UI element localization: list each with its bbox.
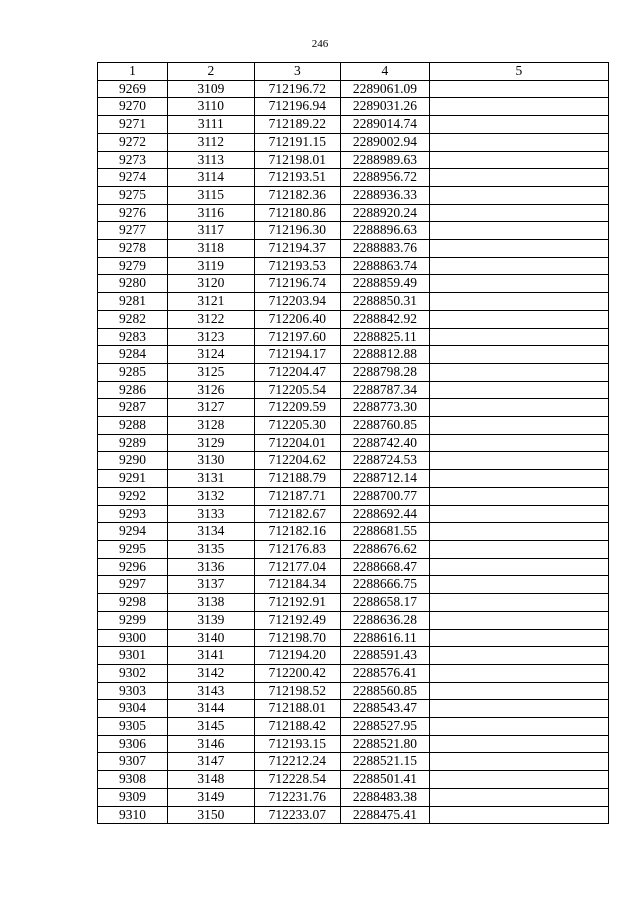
x-coordinate-cell: 712197.60 (254, 328, 341, 346)
point-number-cell: 3135 (168, 540, 255, 558)
point-number-cell: 3112 (168, 133, 255, 151)
column-header-1: 1 (98, 63, 168, 81)
x-coordinate-cell: 712196.74 (254, 275, 341, 293)
y-coordinate-cell: 2288956.72 (341, 169, 430, 187)
note-cell (429, 186, 608, 204)
table-row (98, 133, 609, 151)
table-row (98, 293, 609, 311)
x-coordinate-cell: 712176.83 (254, 540, 341, 558)
row-number-cell: 9290 (98, 452, 168, 470)
y-coordinate-cell: 2288798.28 (341, 363, 430, 381)
table-body (98, 80, 609, 824)
x-coordinate-cell: 712212.24 (254, 753, 341, 771)
row-number-cell: 9292 (98, 487, 168, 505)
y-coordinate-cell: 2288636.28 (341, 611, 430, 629)
point-number-cell: 3122 (168, 310, 255, 328)
table-row (98, 169, 609, 187)
note-cell (429, 806, 608, 824)
point-number-cell: 3150 (168, 806, 255, 824)
table-row (98, 328, 609, 346)
y-coordinate-cell: 2288475.41 (341, 806, 430, 824)
table-row (98, 204, 609, 222)
row-number-cell: 9296 (98, 558, 168, 576)
note-cell (429, 452, 608, 470)
row-number-cell: 9284 (98, 346, 168, 364)
x-coordinate-cell: 712180.86 (254, 204, 341, 222)
point-number-cell: 3111 (168, 116, 255, 134)
y-coordinate-cell: 2288773.30 (341, 399, 430, 417)
note-cell (429, 169, 608, 187)
row-number-cell: 9301 (98, 647, 168, 665)
point-number-cell: 3146 (168, 735, 255, 753)
point-number-cell: 3144 (168, 700, 255, 718)
row-number-cell: 9271 (98, 116, 168, 134)
table-row (98, 417, 609, 435)
table-header-row (98, 63, 609, 81)
note-cell (429, 558, 608, 576)
point-number-cell: 3113 (168, 151, 255, 169)
y-coordinate-cell: 2288501.41 (341, 771, 430, 789)
point-number-cell: 3131 (168, 470, 255, 488)
row-number-cell: 9306 (98, 735, 168, 753)
table-row (98, 434, 609, 452)
table-row (98, 275, 609, 293)
x-coordinate-cell: 712191.15 (254, 133, 341, 151)
x-coordinate-cell: 712194.17 (254, 346, 341, 364)
x-coordinate-cell: 712182.36 (254, 186, 341, 204)
note-cell (429, 417, 608, 435)
y-coordinate-cell: 2288527.95 (341, 718, 430, 736)
x-coordinate-cell: 712204.62 (254, 452, 341, 470)
y-coordinate-cell: 2288681.55 (341, 523, 430, 541)
y-coordinate-cell: 2289002.94 (341, 133, 430, 151)
table-row (98, 310, 609, 328)
y-coordinate-cell: 2288712.14 (341, 470, 430, 488)
y-coordinate-cell: 2288787.34 (341, 381, 430, 399)
note-cell (429, 116, 608, 134)
note-cell (429, 735, 608, 753)
note-cell (429, 470, 608, 488)
point-number-cell: 3142 (168, 664, 255, 682)
row-number-cell: 9280 (98, 275, 168, 293)
row-number-cell: 9289 (98, 434, 168, 452)
table-row (98, 186, 609, 204)
row-number-cell: 9308 (98, 771, 168, 789)
x-coordinate-cell: 712177.04 (254, 558, 341, 576)
x-coordinate-cell: 712198.52 (254, 682, 341, 700)
y-coordinate-cell: 2288560.85 (341, 682, 430, 700)
y-coordinate-cell: 2288692.44 (341, 505, 430, 523)
row-number-cell: 9303 (98, 682, 168, 700)
x-coordinate-cell: 712189.22 (254, 116, 341, 134)
point-number-cell: 3139 (168, 611, 255, 629)
point-number-cell: 3114 (168, 169, 255, 187)
point-number-cell: 3145 (168, 718, 255, 736)
table-row (98, 629, 609, 647)
x-coordinate-cell: 712205.30 (254, 417, 341, 435)
x-coordinate-cell: 712194.37 (254, 240, 341, 258)
x-coordinate-cell: 712198.01 (254, 151, 341, 169)
row-number-cell: 9274 (98, 169, 168, 187)
point-number-cell: 3132 (168, 487, 255, 505)
row-number-cell: 9299 (98, 611, 168, 629)
note-cell (429, 363, 608, 381)
x-coordinate-cell: 712200.42 (254, 664, 341, 682)
x-coordinate-cell: 712188.79 (254, 470, 341, 488)
point-number-cell: 3124 (168, 346, 255, 364)
x-coordinate-cell: 712206.40 (254, 310, 341, 328)
point-number-cell: 3115 (168, 186, 255, 204)
row-number-cell: 9309 (98, 788, 168, 806)
note-cell (429, 647, 608, 665)
x-coordinate-cell: 712188.42 (254, 718, 341, 736)
note-cell (429, 257, 608, 275)
x-coordinate-cell: 712196.72 (254, 80, 341, 98)
table-row (98, 151, 609, 169)
y-coordinate-cell: 2288896.63 (341, 222, 430, 240)
note-cell (429, 718, 608, 736)
y-coordinate-cell: 2288842.92 (341, 310, 430, 328)
note-cell (429, 133, 608, 151)
row-number-cell: 9304 (98, 700, 168, 718)
row-number-cell: 9302 (98, 664, 168, 682)
row-number-cell: 9276 (98, 204, 168, 222)
table-row (98, 240, 609, 258)
table-row (98, 222, 609, 240)
x-coordinate-cell: 712193.51 (254, 169, 341, 187)
table-row (98, 452, 609, 470)
column-header-2: 2 (168, 63, 255, 81)
point-number-cell: 3110 (168, 98, 255, 116)
note-cell (429, 700, 608, 718)
note-cell (429, 434, 608, 452)
point-number-cell: 3133 (168, 505, 255, 523)
note-cell (429, 80, 608, 98)
y-coordinate-cell: 2288521.15 (341, 753, 430, 771)
table-row (98, 487, 609, 505)
x-coordinate-cell: 712203.94 (254, 293, 341, 311)
note-cell (429, 275, 608, 293)
point-number-cell: 3140 (168, 629, 255, 647)
point-number-cell: 3123 (168, 328, 255, 346)
y-coordinate-cell: 2288576.41 (341, 664, 430, 682)
row-number-cell: 9291 (98, 470, 168, 488)
note-cell (429, 98, 608, 116)
x-coordinate-cell: 712204.01 (254, 434, 341, 452)
table-row (98, 80, 609, 98)
y-coordinate-cell: 2288989.63 (341, 151, 430, 169)
y-coordinate-cell: 2288700.77 (341, 487, 430, 505)
table-row (98, 576, 609, 594)
note-cell (429, 594, 608, 612)
note-cell (429, 682, 608, 700)
point-number-cell: 3138 (168, 594, 255, 612)
point-number-cell: 3137 (168, 576, 255, 594)
point-number-cell: 3118 (168, 240, 255, 258)
point-number-cell: 3127 (168, 399, 255, 417)
x-coordinate-cell: 712198.70 (254, 629, 341, 647)
note-cell (429, 328, 608, 346)
y-coordinate-cell: 2288936.33 (341, 186, 430, 204)
x-coordinate-cell: 712184.34 (254, 576, 341, 594)
point-number-cell: 3117 (168, 222, 255, 240)
row-number-cell: 9288 (98, 417, 168, 435)
point-number-cell: 3134 (168, 523, 255, 541)
note-cell (429, 576, 608, 594)
table-row (98, 381, 609, 399)
row-number-cell: 9270 (98, 98, 168, 116)
table-row (98, 682, 609, 700)
column-header-5: 5 (429, 63, 608, 81)
y-coordinate-cell: 2288658.17 (341, 594, 430, 612)
point-number-cell: 3126 (168, 381, 255, 399)
point-number-cell: 3125 (168, 363, 255, 381)
table-row (98, 116, 609, 134)
table-row (98, 771, 609, 789)
y-coordinate-cell: 2288825.11 (341, 328, 430, 346)
row-number-cell: 9281 (98, 293, 168, 311)
note-cell (429, 540, 608, 558)
row-number-cell: 9294 (98, 523, 168, 541)
table-row (98, 257, 609, 275)
row-number-cell: 9275 (98, 186, 168, 204)
row-number-cell: 9283 (98, 328, 168, 346)
x-coordinate-cell: 712182.16 (254, 523, 341, 541)
y-coordinate-cell: 2289014.74 (341, 116, 430, 134)
table-row (98, 611, 609, 629)
table-row (98, 470, 609, 488)
y-coordinate-cell: 2288812.88 (341, 346, 430, 364)
y-coordinate-cell: 2288724.53 (341, 452, 430, 470)
table-row (98, 735, 609, 753)
point-number-cell: 3149 (168, 788, 255, 806)
note-cell (429, 611, 608, 629)
x-coordinate-cell: 712182.67 (254, 505, 341, 523)
row-number-cell: 9295 (98, 540, 168, 558)
point-number-cell: 3130 (168, 452, 255, 470)
table-row (98, 664, 609, 682)
table-row (98, 523, 609, 541)
row-number-cell: 9278 (98, 240, 168, 258)
y-coordinate-cell: 2288483.38 (341, 788, 430, 806)
note-cell (429, 788, 608, 806)
row-number-cell: 9293 (98, 505, 168, 523)
note-cell (429, 310, 608, 328)
x-coordinate-cell: 712196.30 (254, 222, 341, 240)
note-cell (429, 629, 608, 647)
y-coordinate-cell: 2288742.40 (341, 434, 430, 452)
table-row (98, 594, 609, 612)
row-number-cell: 9286 (98, 381, 168, 399)
y-coordinate-cell: 2289031.26 (341, 98, 430, 116)
x-coordinate-cell: 712187.71 (254, 487, 341, 505)
table-row (98, 98, 609, 116)
note-cell (429, 240, 608, 258)
row-number-cell: 9298 (98, 594, 168, 612)
table-row (98, 346, 609, 364)
y-coordinate-cell: 2288543.47 (341, 700, 430, 718)
row-number-cell: 9279 (98, 257, 168, 275)
x-coordinate-cell: 712231.76 (254, 788, 341, 806)
point-number-cell: 3143 (168, 682, 255, 700)
x-coordinate-cell: 712193.15 (254, 735, 341, 753)
table-row (98, 540, 609, 558)
x-coordinate-cell: 712193.53 (254, 257, 341, 275)
table-row (98, 647, 609, 665)
table-row (98, 505, 609, 523)
row-number-cell: 9269 (98, 80, 168, 98)
note-cell (429, 151, 608, 169)
point-number-cell: 3120 (168, 275, 255, 293)
note-cell (429, 487, 608, 505)
note-cell (429, 753, 608, 771)
page-number: 246 (311, 38, 329, 50)
x-coordinate-cell: 712233.07 (254, 806, 341, 824)
y-coordinate-cell: 2288920.24 (341, 204, 430, 222)
y-coordinate-cell: 2288616.11 (341, 629, 430, 647)
y-coordinate-cell: 2288668.47 (341, 558, 430, 576)
point-number-cell: 3109 (168, 80, 255, 98)
x-coordinate-cell: 712205.54 (254, 381, 341, 399)
note-cell (429, 204, 608, 222)
table-row (98, 806, 609, 824)
note-cell (429, 293, 608, 311)
column-header-3: 3 (254, 63, 341, 81)
row-number-cell: 9277 (98, 222, 168, 240)
row-number-cell: 9273 (98, 151, 168, 169)
table-row (98, 363, 609, 381)
note-cell (429, 346, 608, 364)
table-row (98, 788, 609, 806)
x-coordinate-cell: 712228.54 (254, 771, 341, 789)
note-cell (429, 399, 608, 417)
y-coordinate-cell: 2288676.62 (341, 540, 430, 558)
point-number-cell: 3129 (168, 434, 255, 452)
y-coordinate-cell: 2288883.76 (341, 240, 430, 258)
note-cell (429, 523, 608, 541)
row-number-cell: 9272 (98, 133, 168, 151)
y-coordinate-cell: 2288666.75 (341, 576, 430, 594)
row-number-cell: 9307 (98, 753, 168, 771)
note-cell (429, 664, 608, 682)
row-number-cell: 9305 (98, 718, 168, 736)
row-number-cell: 9285 (98, 363, 168, 381)
note-cell (429, 505, 608, 523)
table-row (98, 558, 609, 576)
table-row (98, 399, 609, 417)
point-number-cell: 3121 (168, 293, 255, 311)
coordinates-table (97, 62, 609, 824)
point-number-cell: 3141 (168, 647, 255, 665)
x-coordinate-cell: 712209.59 (254, 399, 341, 417)
table-row (98, 718, 609, 736)
row-number-cell: 9287 (98, 399, 168, 417)
y-coordinate-cell: 2289061.09 (341, 80, 430, 98)
table-row (98, 700, 609, 718)
y-coordinate-cell: 2288850.31 (341, 293, 430, 311)
row-number-cell: 9310 (98, 806, 168, 824)
x-coordinate-cell: 712188.01 (254, 700, 341, 718)
x-coordinate-cell: 712194.20 (254, 647, 341, 665)
x-coordinate-cell: 712192.49 (254, 611, 341, 629)
row-number-cell: 9300 (98, 629, 168, 647)
y-coordinate-cell: 2288863.74 (341, 257, 430, 275)
table-row (98, 753, 609, 771)
y-coordinate-cell: 2288859.49 (341, 275, 430, 293)
x-coordinate-cell: 712196.94 (254, 98, 341, 116)
y-coordinate-cell: 2288760.85 (341, 417, 430, 435)
point-number-cell: 3147 (168, 753, 255, 771)
note-cell (429, 771, 608, 789)
y-coordinate-cell: 2288591.43 (341, 647, 430, 665)
point-number-cell: 3119 (168, 257, 255, 275)
row-number-cell: 9282 (98, 310, 168, 328)
point-number-cell: 3148 (168, 771, 255, 789)
note-cell (429, 381, 608, 399)
point-number-cell: 3128 (168, 417, 255, 435)
x-coordinate-cell: 712192.91 (254, 594, 341, 612)
column-header-4: 4 (341, 63, 430, 81)
point-number-cell: 3136 (168, 558, 255, 576)
point-number-cell: 3116 (168, 204, 255, 222)
row-number-cell: 9297 (98, 576, 168, 594)
y-coordinate-cell: 2288521.80 (341, 735, 430, 753)
note-cell (429, 222, 608, 240)
x-coordinate-cell: 712204.47 (254, 363, 341, 381)
